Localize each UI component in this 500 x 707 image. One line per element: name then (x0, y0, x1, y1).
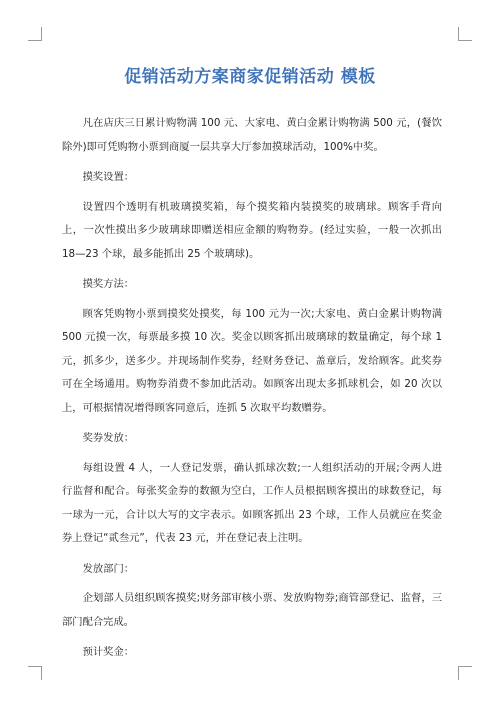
document-title: 促销活动方案商家促销活动 模板 (124, 67, 376, 87)
corner-mark-bottom-left (28, 666, 42, 680)
method-paragraph: 顾客凭购物小票到摸奖处摸奖，每 100 元为一次;大家电、黄白金累计购物满 500 元摸一次，每票最多摸 10 次。奖金以顾客抓出玻璃球的数量确定，每个球 1 元，抓多少，送多少。并现场制作奖券，经财务登记、盖章后，发给顾客。此奖券可在全场通用。购物券消费不参加此活动。如顾客出现太多抓球机会，如 20 次以上，可根据情况增得顾客同意后，连抓 5 次取平均数赠券。 (62, 307, 442, 414)
corner-mark-bottom-right (458, 666, 472, 680)
document-body (62, 112, 442, 671)
corner-mark-top-right (458, 27, 472, 41)
section-heading-budget: 预计奖金： (82, 646, 135, 658)
setup-paragraph: 设置四个透明有机玻璃摸奖箱，每个摸奖箱内装摸奖的玻璃球。顾客手背向上，一次性摸出多少玻璃球即赠送相应金额的购物券。(经过实验，一般一次抓出 18—23 个球，最多能抓出 25 个玻璃球)。 (62, 200, 442, 260)
distribution-paragraph: 每组设置 4 人，一人登记发票，确认抓球次数;一人组织活动的开展;令两人进行监督和配合。每张奖金券的数额为空白，工作人员根据顾客摸出的球数登记，每一球为一元，合计以大写的文字表示。如顾客抓出 23 个球，工作人员就应在奖金券上登记“贰叁元”，代表 23 元，并在登记表上注明。 (62, 461, 442, 544)
corner-mark-top-left (28, 27, 42, 41)
section-heading-distribution: 奖券发放： (82, 432, 135, 444)
departments-paragraph: 企划部人员组织顾客摸奖;财务部审核小票、发放购物券;商管部登记、监督，三部门配合完成。 (62, 592, 442, 628)
intro-paragraph: 凡在店庆三日累计购物满 100 元、大家电、黄白金累计购物满 500 元，(餐饮除外)即可凭购物小票到商厦一层共享大厅参加摸球活动，100%中奖。 (62, 117, 442, 153)
section-heading-setup: 摸奖设置： (82, 171, 135, 183)
section-heading-method: 摸奖方法： (82, 278, 135, 290)
section-heading-departments: 发放部门： (82, 562, 135, 575)
